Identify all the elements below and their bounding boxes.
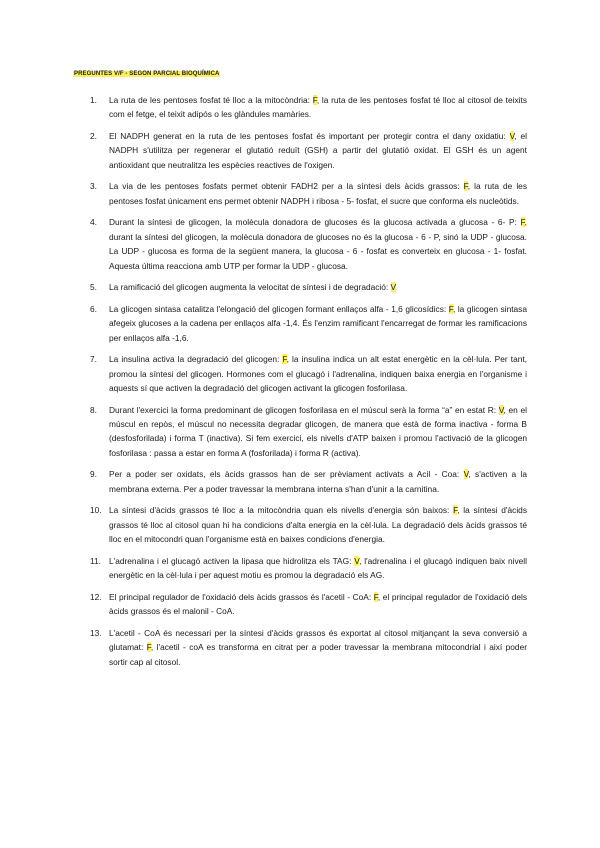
question-item	[90, 403, 527, 461]
answer-highlight: V	[498, 404, 504, 415]
question-item	[90, 590, 527, 619]
answer-explanation: , l'acetil - coA es transforma en citrat per a poder travessar la membrana mitocondrial i així poder sortir cap al citosol.	[109, 642, 527, 667]
question-number: 12.	[90, 591, 102, 602]
answer-highlight: F	[453, 505, 458, 516]
question-text: La ruta de les pentoses fosfat té lloc a la mitocòndria:	[109, 95, 313, 105]
question-number: 13.	[90, 627, 102, 638]
question-number: 2.	[90, 131, 97, 141]
question-text: Durant l'exercici la forma predominant de glicogen fosforilasa en el múscul serà la forma “a” en estat R:	[109, 404, 499, 415]
question-item	[90, 215, 527, 273]
question-number: 3.	[90, 181, 97, 192]
answer-explanation: , en el múscul en repòs, el múscul no necessita degradar glicogen, de manera que està de forma inactiva - forma B (desfosforilada) i forma T (inactiva). Si fem exercici, els nivells d'ATP baixen i promou l'activació de la glicogen fosforilasa : passa a estar en forma A (fosforilada) i forma R (activa).	[109, 404, 527, 458]
answer-explanation: , la ruta de les pentoses fosfat té lloc al citosol de teixits com el fetge, el teixit adipós o les glàndules mamàries.	[109, 95, 527, 120]
question-number: 11.	[90, 555, 101, 566]
answer-explanation: , s'activen a la membrana externa. Per a poder travessar la membrana interna s'han d'unir a la carnitina.	[109, 469, 528, 494]
question-text: L'acetil - CoA és necessari per la síntesi d'àcids grassos és exportat al citosol mitjançant la seva conversió a glutamat:	[109, 627, 527, 653]
question-number: 8.	[90, 404, 97, 415]
answer-explanation: , el principal regulador de l'oxidació dels àcids grassos és el malonil - CoA.	[109, 591, 528, 617]
question-number: 7.	[90, 354, 97, 365]
page-title: PREGUNTES V/F - SEGON PARCIAL BIOQUÍMICA	[74, 71, 220, 77]
answer-highlight: F	[312, 95, 317, 105]
question-number: 10.	[90, 505, 102, 516]
answer-highlight: F	[448, 303, 453, 314]
question-item	[90, 129, 527, 172]
question-number: 4.	[90, 217, 97, 228]
question-text: El principal regulador de l'oxidació dels àcids grassos és l'acetil - CoA:	[109, 591, 374, 602]
question-number: 6.	[90, 303, 97, 314]
answer-highlight: F	[463, 181, 468, 192]
question-text: La insulina activa la degradació del glicogen:	[109, 354, 283, 365]
answer-explanation: , la ruta de les pentoses fosfat únicament ens permet obtenir NADPH i ribosa - 5- fosfat, el sucre que conforma els nucleòtids.	[109, 181, 527, 206]
question-text: La ramificació del glicogen augmenta la velocitat de síntesi i de degradació:	[109, 282, 391, 293]
answer-highlight: F	[520, 217, 525, 228]
question-number: 5.	[90, 282, 97, 293]
question-list	[90, 93, 527, 676]
question-item	[90, 179, 527, 208]
question-number: 1.	[90, 95, 97, 105]
answer-highlight: V	[354, 555, 360, 566]
answer-highlight: V	[390, 282, 397, 293]
answer-highlight: V	[463, 469, 469, 480]
answer-highlight: F	[146, 642, 151, 653]
question-text: La via de les pentoses fosfats permet obtenir FADH2 per a la síntesi dels àcids grassos:	[109, 181, 464, 192]
question-text: La síntesi d'àcids grassos té lloc a la mitocòndria quan els nivells d'energia són baixos:	[109, 505, 454, 516]
question-item	[90, 554, 527, 583]
question-item	[90, 352, 527, 395]
question-item	[90, 467, 527, 496]
question-item	[90, 503, 527, 546]
question-text: L'adrenalina i el glucagó activen la lipasa que hidrolitza els TAG:	[109, 555, 355, 566]
question-text: Per a poder ser oxidats, els àcids grassos han de ser prèviament activats a Acil - Coa:	[109, 469, 464, 480]
question-text: La glicogen sintasa catalitza l'elongació del glicogen formant enllaços alfa - 1,6 glicosídics:	[109, 303, 449, 314]
answer-explanation: , el NADPH s'utilitza per regenerar el glutatió reduït (GSH) a partir del glutatió oxidat. El GSH és un agent antioxidant que neutralitza les espècies reactives de l'oxigen.	[109, 131, 527, 170]
answer-explanation: , la síntesi d'àcids grassos té lloc al citosol quan hi ha condicions d'alta energia en la cèl·lula. La degradació dels àcids grassos té lloc en el mitocondri quan l'organisme està en baixes condicions d'energia.	[109, 505, 527, 545]
question-item	[90, 626, 527, 669]
answer-explanation: , la insulina indica un alt estat energètic en la cèl·lula. Per tant, promou la síntesi del glicogen. Hormones com el glucagó i l'adrenalina, indiquen baixa energia en l'organisme i aquests sí que activen la degradació del glicogen activant la glicogen fosforilasa.	[109, 354, 527, 394]
answer-explanation: , la glicogen sintasa afegeix glucoses a la cadena per enllaços alfa -1,4. És l'enzim ramificant l'encarregat de formar les ramificacions per enllaços alfa -1,6.	[109, 303, 527, 343]
answer-explanation: , durant la síntesi del glicogen, la molècula donadora de glucoses no és la glucosa - 6 - P, sinó la UDP - glucosa. La UDP - glucosa es forma de la següent manera, la glucosa - 6 - fosfat es converteix en glucosa - 1- fosfat. Aquesta última reacciona amb UTP per formar la UDP - glucosa.	[109, 217, 527, 271]
question-item	[90, 302, 527, 345]
question-item	[90, 280, 527, 294]
question-text: El NADPH generat en la ruta de les pentoses fosfat és important per protegir contra el dany oxidatiu:	[109, 131, 510, 141]
answer-explanation: , l'adrenalina i el glucagó indiquen baix nivell energètic en la cèl·lula i per aquest motiu es promou la degradació els AG.	[109, 555, 528, 581]
question-number: 9.	[90, 469, 97, 480]
question-item	[90, 93, 527, 122]
answer-highlight: V	[509, 131, 515, 141]
question-text: Durant la síntesi de glicogen, la molècula donadora de glucoses és la glucosa activada a glucosa - 6- P:	[109, 217, 521, 228]
answer-highlight: F	[373, 591, 378, 602]
answer-highlight: F	[282, 354, 287, 365]
